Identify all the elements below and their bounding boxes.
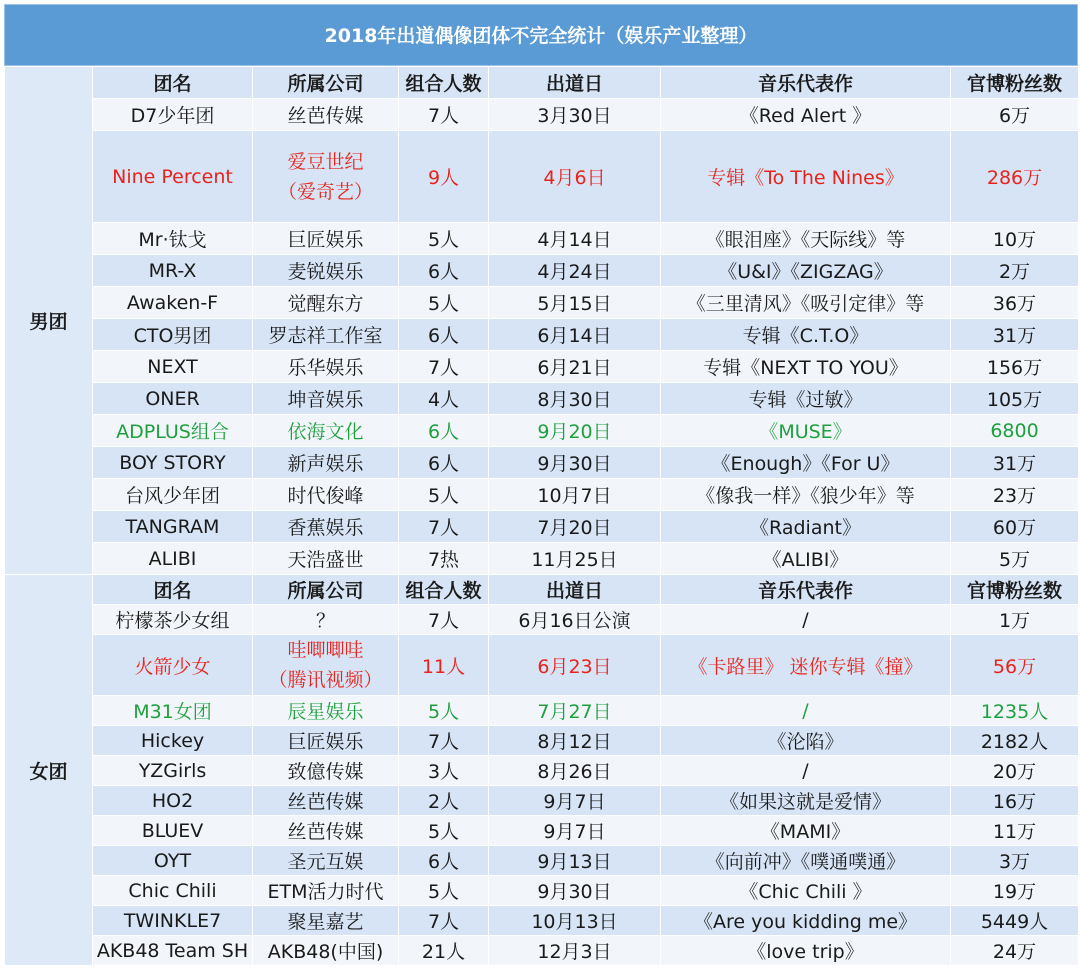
debut-date-cell: 4月24日	[489, 255, 661, 287]
representative-work-cell: 《Red Alert 》	[661, 99, 951, 131]
idol-group-table	[4, 66, 1079, 966]
member-count-cell: 6人	[399, 415, 489, 447]
table-row	[5, 255, 1079, 287]
representative-work-cell: 《U&I》《ZIGZAG》	[661, 255, 951, 287]
representative-work-cell: 《Enough》《For U》	[661, 447, 951, 479]
member-count-cell: 4人	[399, 383, 489, 415]
weibo-fans-cell: 31万	[951, 319, 1079, 351]
member-count-cell: 7人	[399, 726, 489, 756]
member-count-cell: 9人	[399, 131, 489, 223]
member-count-cell: 11人	[399, 635, 489, 696]
weibo-fans-cell: 156万	[951, 351, 1079, 383]
column-header: 所属公司	[253, 67, 399, 99]
company-cell: 觉醒东方	[253, 287, 399, 319]
company-cell: 麦锐娱乐	[253, 255, 399, 287]
debut-date-cell: 6月23日	[489, 635, 661, 696]
member-count-cell: 5人	[399, 816, 489, 846]
company-cell: 哇唧唧哇 （腾讯视频）	[253, 635, 399, 696]
group-name-cell: D7少年团	[93, 99, 253, 131]
weibo-fans-cell: 105万	[951, 383, 1079, 415]
group-name-cell: Awaken-F	[93, 287, 253, 319]
table-row	[5, 906, 1079, 936]
weibo-fans-cell: 1235人	[951, 696, 1079, 726]
member-count-cell: 6人	[399, 319, 489, 351]
debut-date-cell: 10月13日	[489, 906, 661, 936]
weibo-fans-cell: 1万	[951, 605, 1079, 635]
company-cell: 乐华娱乐	[253, 351, 399, 383]
column-header: 官博粉丝数	[951, 67, 1079, 99]
table-title: 2018年出道偶像团体不完全统计（娱乐产业整理）	[4, 4, 1078, 66]
member-count-cell: 5人	[399, 876, 489, 906]
company-cell: 丝芭传媒	[253, 816, 399, 846]
weibo-fans-cell: 11万	[951, 816, 1079, 846]
company-cell: 圣元互娱	[253, 846, 399, 876]
table-row	[5, 415, 1079, 447]
company-cell: 时代俊峰	[253, 479, 399, 511]
company-cell: 天浩盛世	[253, 543, 399, 575]
group-name-cell: YZGirls	[93, 756, 253, 786]
group-name-cell: BLUEV	[93, 816, 253, 846]
group-name-cell: HO2	[93, 786, 253, 816]
group-name-cell: ALIBI	[93, 543, 253, 575]
table-row	[5, 726, 1079, 756]
table-row	[5, 351, 1079, 383]
group-name-cell: Hickey	[93, 726, 253, 756]
weibo-fans-cell: 16万	[951, 786, 1079, 816]
weibo-fans-cell: 6800	[951, 415, 1079, 447]
representative-work-cell: 《像我一样》《狼少年》等	[661, 479, 951, 511]
representative-work-cell: 《Are you kidding me》	[661, 906, 951, 936]
weibo-fans-cell: 24万	[951, 936, 1079, 966]
group-name-cell: CTO男团	[93, 319, 253, 351]
debut-date-cell: 5月15日	[489, 287, 661, 319]
company-cell: AKB48(中国)	[253, 936, 399, 966]
member-count-cell: 7人	[399, 99, 489, 131]
group-name-cell: ONER	[93, 383, 253, 415]
debut-date-cell: 10月7日	[489, 479, 661, 511]
column-header: 团名	[93, 67, 253, 99]
debut-date-cell: 7月20日	[489, 511, 661, 543]
group-name-cell: TWINKLE7	[93, 906, 253, 936]
representative-work-cell: 《卡路里》 迷你专辑《撞》	[661, 635, 951, 696]
representative-work-cell: 《MAMI》	[661, 816, 951, 846]
representative-work-cell: /	[661, 756, 951, 786]
debut-date-cell: 6月14日	[489, 319, 661, 351]
company-cell: ？	[253, 605, 399, 635]
group-name-cell: NEXT	[93, 351, 253, 383]
debut-date-cell: 4月6日	[489, 131, 661, 223]
weibo-fans-cell: 60万	[951, 511, 1079, 543]
representative-work-cell: 《三里清风》《吸引定律》等	[661, 287, 951, 319]
debut-date-cell: 8月12日	[489, 726, 661, 756]
weibo-fans-cell: 2182人	[951, 726, 1079, 756]
column-header: 组合人数	[399, 67, 489, 99]
company-cell: ETM活力时代	[253, 876, 399, 906]
representative-work-cell: 《向前冲》《噗通噗通》	[661, 846, 951, 876]
table-row	[5, 131, 1079, 223]
representative-work-cell: 专辑《C.T.O》	[661, 319, 951, 351]
column-header: 组合人数	[399, 575, 489, 605]
company-cell: 坤音娱乐	[253, 383, 399, 415]
female-category-label: 女团	[5, 575, 93, 966]
table-row	[5, 287, 1079, 319]
male-category-label: 男团	[5, 67, 93, 575]
table-row	[5, 383, 1079, 415]
column-header: 出道日	[489, 67, 661, 99]
debut-date-cell: 3月30日	[489, 99, 661, 131]
member-count-cell: 6人	[399, 447, 489, 479]
member-count-cell: 5人	[399, 223, 489, 255]
group-name-cell: MR-X	[93, 255, 253, 287]
member-count-cell: 5人	[399, 287, 489, 319]
member-count-cell: 6人	[399, 846, 489, 876]
weibo-fans-cell: 2万	[951, 255, 1079, 287]
member-count-cell: 7热	[399, 543, 489, 575]
company-cell: 罗志祥工作室	[253, 319, 399, 351]
weibo-fans-cell: 10万	[951, 223, 1079, 255]
weibo-fans-cell: 6万	[951, 99, 1079, 131]
company-cell: 依海文化	[253, 415, 399, 447]
group-name-cell: Mr·钛戈	[93, 223, 253, 255]
representative-work-cell: 《Radiant》	[661, 511, 951, 543]
member-count-cell: 6人	[399, 255, 489, 287]
group-name-cell: BOY STORY	[93, 447, 253, 479]
representative-work-cell: 《love trip》	[661, 936, 951, 966]
column-header: 音乐代表作	[661, 67, 951, 99]
debut-date-cell: 6月21日	[489, 351, 661, 383]
weibo-fans-cell: 23万	[951, 479, 1079, 511]
table-row	[5, 936, 1079, 966]
representative-work-cell: 专辑《NEXT TO YOU》	[661, 351, 951, 383]
weibo-fans-cell: 56万	[951, 635, 1079, 696]
column-header: 官博粉丝数	[951, 575, 1079, 605]
header-row	[5, 575, 1079, 605]
debut-date-cell: 9月7日	[489, 786, 661, 816]
company-cell: 丝芭传媒	[253, 99, 399, 131]
debut-date-cell: 9月13日	[489, 846, 661, 876]
company-cell: 致億传媒	[253, 756, 399, 786]
table-row	[5, 223, 1079, 255]
table-row	[5, 447, 1079, 479]
representative-work-cell: 《如果这就是爱情》	[661, 786, 951, 816]
representative-work-cell: 《沦陷》	[661, 726, 951, 756]
company-cell: 丝芭传媒	[253, 786, 399, 816]
group-name-cell: 柠檬茶少女组	[93, 605, 253, 635]
column-header: 音乐代表作	[661, 575, 951, 605]
debut-date-cell: 9月30日	[489, 447, 661, 479]
group-name-cell: OYT	[93, 846, 253, 876]
member-count-cell: 3人	[399, 756, 489, 786]
company-cell: 巨匠娱乐	[253, 223, 399, 255]
weibo-fans-cell: 36万	[951, 287, 1079, 319]
debut-date-cell: 12月3日	[489, 936, 661, 966]
debut-date-cell: 6月16日公演	[489, 605, 661, 635]
representative-work-cell: 《MUSE》	[661, 415, 951, 447]
column-header: 团名	[93, 575, 253, 605]
table-row	[5, 635, 1079, 696]
member-count-cell: 21人	[399, 936, 489, 966]
table-row	[5, 479, 1079, 511]
group-name-cell: 台风少年团	[93, 479, 253, 511]
member-count-cell: 7人	[399, 511, 489, 543]
member-count-cell: 5人	[399, 479, 489, 511]
weibo-fans-cell: 31万	[951, 447, 1079, 479]
table-row	[5, 786, 1079, 816]
table-row	[5, 876, 1079, 906]
weibo-fans-cell: 20万	[951, 756, 1079, 786]
table-row	[5, 511, 1079, 543]
weibo-fans-cell: 3万	[951, 846, 1079, 876]
company-cell: 香蕉娱乐	[253, 511, 399, 543]
group-name-cell: Nine Percent	[93, 131, 253, 223]
header-row	[5, 67, 1079, 99]
debut-date-cell: 9月30日	[489, 876, 661, 906]
company-cell: 巨匠娱乐	[253, 726, 399, 756]
debut-date-cell: 8月26日	[489, 756, 661, 786]
weibo-fans-cell: 5449人	[951, 906, 1079, 936]
debut-date-cell: 7月27日	[489, 696, 661, 726]
debut-date-cell: 11月25日	[489, 543, 661, 575]
company-cell: 聚星嘉艺	[253, 906, 399, 936]
table-row	[5, 696, 1079, 726]
member-count-cell: 7人	[399, 351, 489, 383]
representative-work-cell: /	[661, 696, 951, 726]
debut-date-cell: 4月14日	[489, 223, 661, 255]
weibo-fans-cell: 19万	[951, 876, 1079, 906]
column-header: 所属公司	[253, 575, 399, 605]
representative-work-cell: 专辑《过敏》	[661, 383, 951, 415]
weibo-fans-cell: 286万	[951, 131, 1079, 223]
member-count-cell: 7人	[399, 906, 489, 936]
representative-work-cell: 专辑《To The Nines》	[661, 131, 951, 223]
company-cell: 爱豆世纪 （爱奇艺）	[253, 131, 399, 223]
table-row	[5, 756, 1079, 786]
member-count-cell: 7人	[399, 605, 489, 635]
member-count-cell: 2人	[399, 786, 489, 816]
representative-work-cell: /	[661, 605, 951, 635]
table-row	[5, 99, 1079, 131]
table-row	[5, 816, 1079, 846]
group-name-cell: 火箭少女	[93, 635, 253, 696]
debut-date-cell: 8月30日	[489, 383, 661, 415]
weibo-fans-cell: 5万	[951, 543, 1079, 575]
representative-work-cell: 《眼泪座》《天际线》等	[661, 223, 951, 255]
group-name-cell: AKB48 Team SH	[93, 936, 253, 966]
table-row	[5, 605, 1079, 635]
table-row	[5, 846, 1079, 876]
table-row	[5, 543, 1079, 575]
group-name-cell: Chic Chili	[93, 876, 253, 906]
stats-sheet	[4, 4, 1078, 966]
table-row	[5, 319, 1079, 351]
company-cell: 新声娱乐	[253, 447, 399, 479]
company-cell: 辰星娱乐	[253, 696, 399, 726]
group-name-cell: M31女团	[93, 696, 253, 726]
representative-work-cell: 《Chic Chili 》	[661, 876, 951, 906]
member-count-cell: 5人	[399, 696, 489, 726]
column-header: 出道日	[489, 575, 661, 605]
group-name-cell: ADPLUS组合	[93, 415, 253, 447]
debut-date-cell: 9月7日	[489, 816, 661, 846]
group-name-cell: TANGRAM	[93, 511, 253, 543]
debut-date-cell: 9月20日	[489, 415, 661, 447]
representative-work-cell: 《ALIBI》	[661, 543, 951, 575]
